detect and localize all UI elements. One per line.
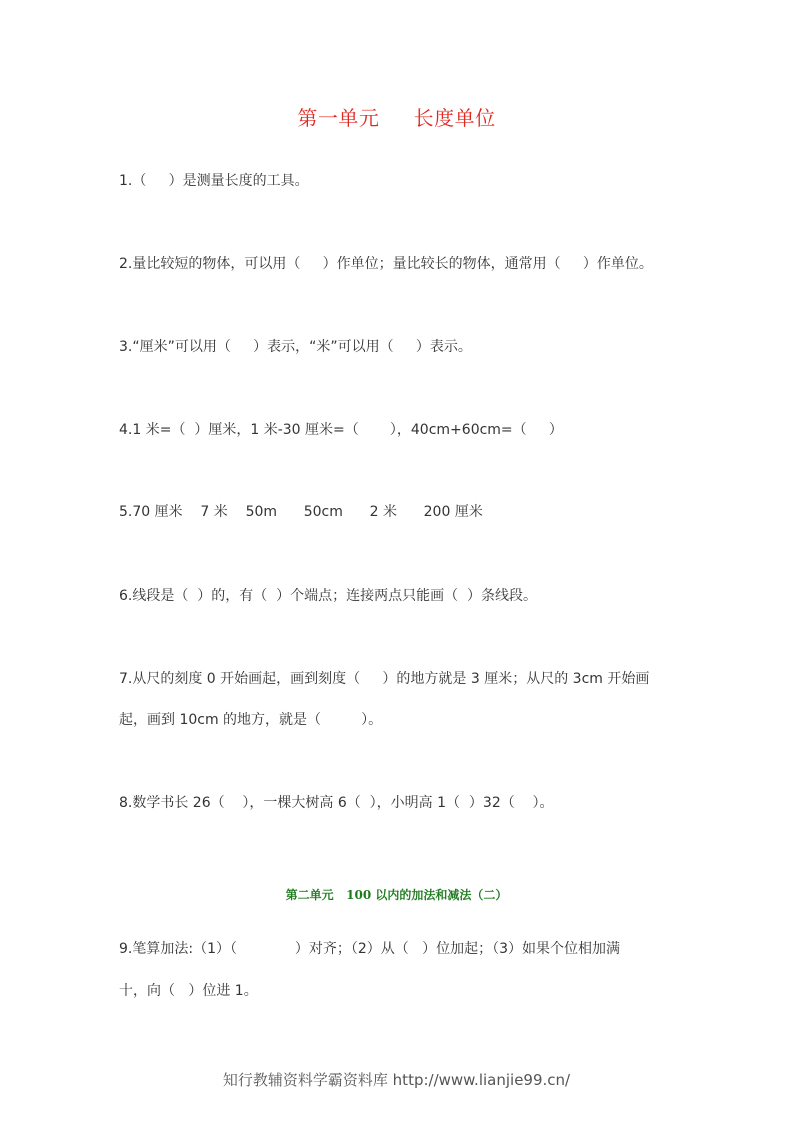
question-9-line-2: 十，向（ ）位进 1。 bbox=[119, 983, 258, 999]
question-6: 6.线段是（ ）的，有（ ）个端点；连接两点只能画（ ）条线段。 bbox=[119, 588, 538, 604]
section-2-title: 第二单元 100 以内的加法和减法（二） bbox=[285, 888, 508, 902]
question-3: 3.“厘米”可以用（ ）表示，“米”可以用（ ）表示。 bbox=[119, 339, 472, 355]
question-4: 4.1 米=（ ）厘米，1 米-30 厘米=（ ），40cm+60cm=（ ） bbox=[119, 422, 563, 438]
question-7-line-2: 起，画到 10cm 的地方，就是（ ）。 bbox=[119, 712, 383, 728]
question-7-line-1: 7.从尺的刻度 0 开始画起，画到刻度（ ）的地方就是 3 厘米；从尺的 3cm 开始画 bbox=[119, 671, 650, 687]
question-1: 1.（ ）是测量长度的工具。 bbox=[119, 173, 309, 189]
question-5: 5.70 厘米 7 米 50m 50cm 2 米 200 厘米 bbox=[119, 504, 483, 520]
page-title: 第一单元 长度单位 bbox=[297, 106, 496, 130]
footer-watermark: 知行教辅资料学霸资料库 http://www.lianjie99.cn/ bbox=[222, 1071, 571, 1089]
question-8: 8.数学书长 26（ ），一棵大树高 6（ ），小明高 1（ ）32（ ）。 bbox=[119, 795, 554, 811]
question-9-line-1: 9.笔算加法:（1）（ ）对齐；（2）从（ ）位加起；（3）如果个位相加满 bbox=[119, 941, 620, 957]
question-2: 2.量比较短的物体，可以用（ ）作单位；量比较长的物体，通常用（ ）作单位。 bbox=[119, 256, 653, 272]
